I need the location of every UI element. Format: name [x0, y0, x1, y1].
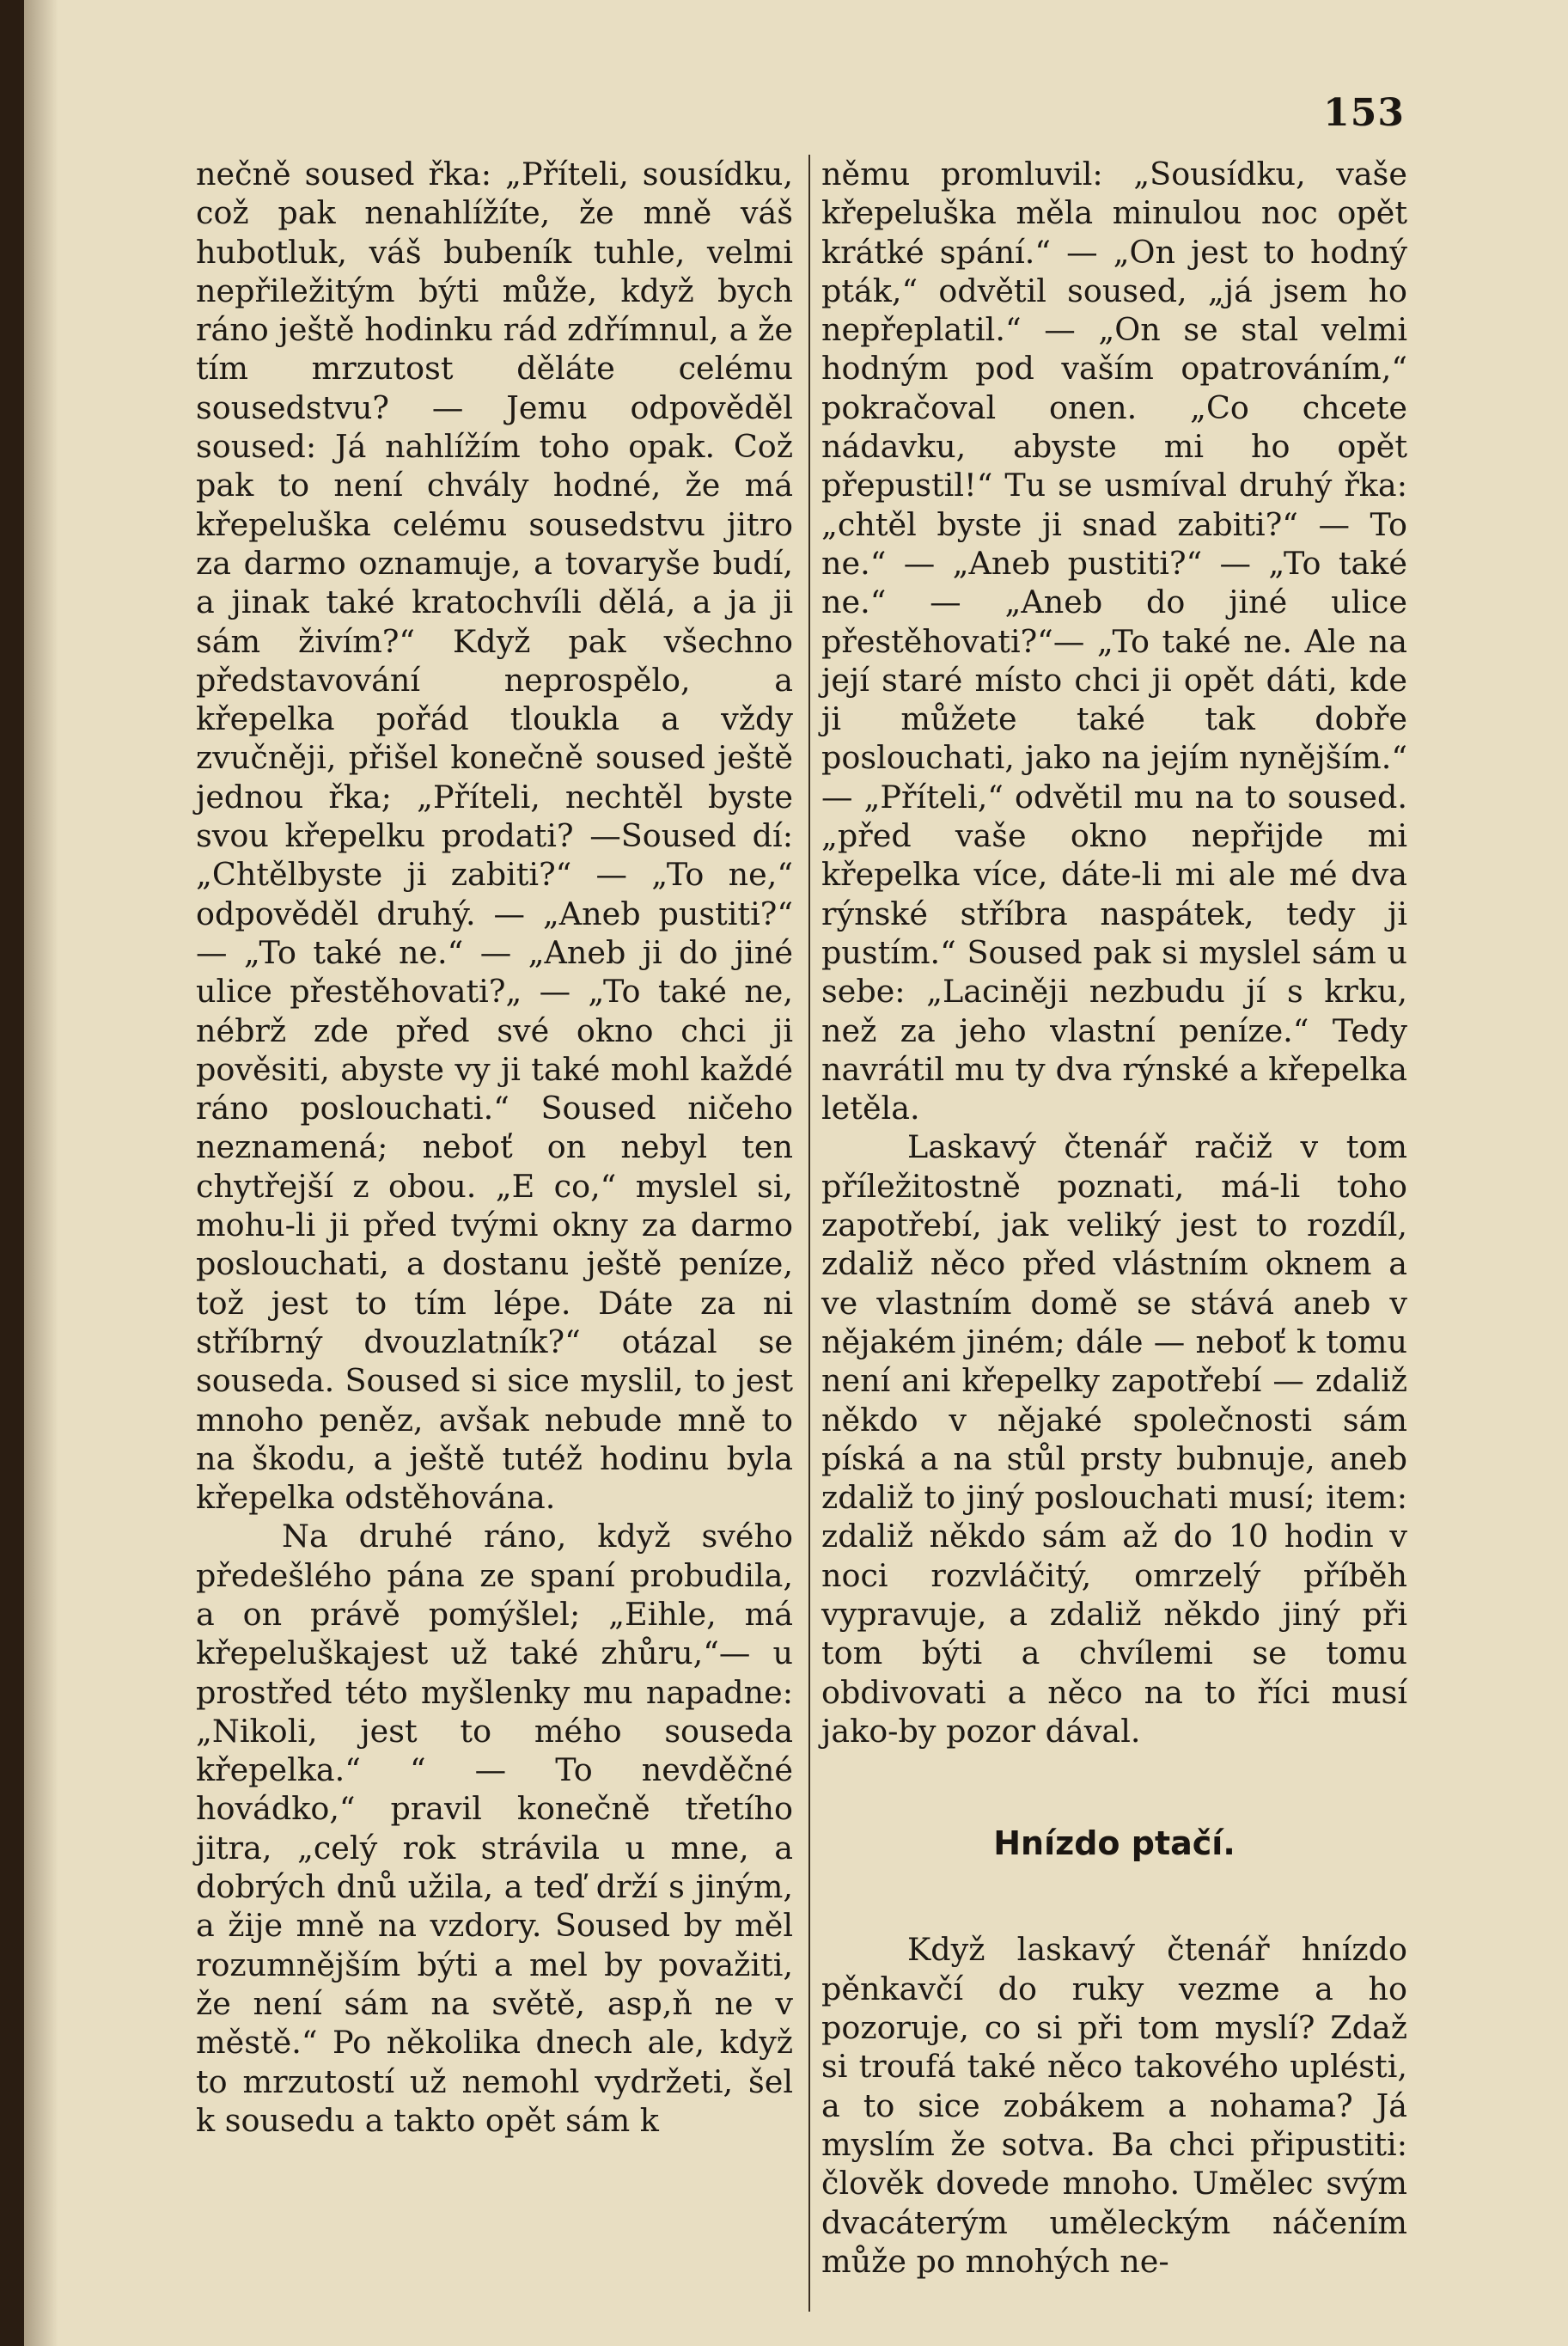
right-paragraph-2: Laskavý čtenář račiž v tom příležitostně poznati, má-li toho zapotřebí, jak veliký jest to rozdíl, zdaliž něco před vlástním oknem a ve vlastním domě se stává aneb v nějakém jiném; dále — neboť k tomu není ani křepelky zapotřebí — zdaliž někdo v nějaké společnosti sám píská a na stůl prsty bubnuje, aneb zdaliž to jiný poslouchati musí; item: zdaliž někdo sám až do 10 hodin v noci rozvláčitý, omrzelý příběh vypravuje, a zdaliž někdo jiný při tom býti a chvílemi se tomu obdivovati a něco na to říci musí jako-by pozor dával. [821, 1128, 1407, 1750]
left-column [196, 155, 793, 2140]
left-paragraph-1: nečně soused řka: „Příteli, sousídku, což pak nenahlížíte, že mně váš hubotluk, váš bubeník tuhle, velmi nepřiležitým býti může, když bych ráno ještě hodinku rád zdřímnul, a že tím mrzutost děláte celému sousedstvu? — Jemu odpověděl soused: Já nahlížím toho opak. Což pak to není chvály hodné, že má křepeluška celému sousedstvu jitro za darmo oznamuje, a tovaryše budí, a jinak také kratochvíli dělá, a ja ji sám živím?“ Když pak všechno představování neprospělo, a křepelka pořád tloukla a vždy zvučněji, přišel konečně soused ještě jednou řka; „Příteli, nechtěl byste svou křepelku prodati? —Soused dí: „Chtělbyste ji zabiti?“ — „To ne,“ odpověděl druhý. — „Aneb pustiti?“ — „To také ne.“ — „Aneb ji do jiné ulice přestěhovati?„ — „To také ne, nébrž zde před své okno chci ji pověsiti, abyste vy ji také mohl každé ráno poslouchati.“ Soused ničeho neznamená; neboť on nebyl ten chytřejší z obou. „E co,“ myslel si, mohu-li ji před tvými okny za darmo poslouchati, a dostanu ještě peníze, tož jest to tím lépe. Dáte za ni stříbrný dvouzlatník?“ otázal se souseda. Soused si sice myslil, to jest mnoho peněz, avšak nebude mně to na škodu, a ještě tutéž hodinu byla křepelka odstěhována. [196, 156, 793, 1517]
book-page [24, 0, 1568, 2346]
right-column [797, 155, 1407, 2281]
page-number: 153 [1323, 91, 1405, 135]
right-paragraph-1: němu promluvil: „Sousídku, vaše křepeluška měla minulou noc opět krátké spání.“ — „On jest to hodný pták,“ odvětil soused, „já jsem ho nepřeplatil.“ — „On se stal velmi hodným pod vaším opatrováním,“ pokračoval onen. „Co chcete nádavku, abyste mi ho opět přepustil!“ Tu se usmíval druhý řka: „chtěl byste ji snad zabiti?“ — To ne.“ — „Aneb pustiti?“ — „To také ne.“ — „Aneb do jiné ulice přestěhovati?“— „To také ne. Ale na její staré místo chci ji opět dáti, kde ji můžete také tak dobře poslouchati, jako na jejím nynějším.“ — „Příteli,“ odvětil mu na to soused. „před vaše okno nepřijde mi křepelka více, dáte-li mi ale mé dva rýnské stříbra naspátek, tedy ji pustím.“ Soused pak si myslel sám u sebe: „Laciněji nezbudu jí s krku, než za jeho vlastní peníze.“ Tedy navrátil mu ty dva rýnské a křepelka letěla. [821, 156, 1407, 1127]
left-paragraph-2: Na druhé ráno, když svého předešlého pána ze spaní probudila, a on právě pomýšlel; „Eihle, má křepeluškajest už také zhůru,“— u prostřed této myšlenky mu napadne: „Nikoli, jest to mého souseda křepelka.“ “ — To nevděčné hovádko,“ pravil konečně třetího jitra, „celý rok strávila u mne, a dobrých dnů užila, a teď drží s jiným, a žije mně na vzdory. Soused by měl rozumnějším býti a mel by považiti, že není sám na světě, asp,ň ne v městě.“ Po několika dnech ale, když to mrzutostí už nemohl vydržeti, šel k sousedu a takto opět sám k [196, 1518, 793, 2139]
section-heading: Hnízdo ptačí. [993, 1824, 1235, 1863]
right-paragraph-3: Když laskavý čtenář hnízdo pěnkavčí do ruky vezme a ho pozoruje, co si při tom myslí? Zdaž si troufá také něco takového uplésti, a to sice zobákem a nohama? Já myslím že sotva. Ba chci připustiti: člověk dovede mnoho. Umělec svým dvacáterým uměleckým náčením může po mnohých ne- [821, 1931, 1407, 2280]
